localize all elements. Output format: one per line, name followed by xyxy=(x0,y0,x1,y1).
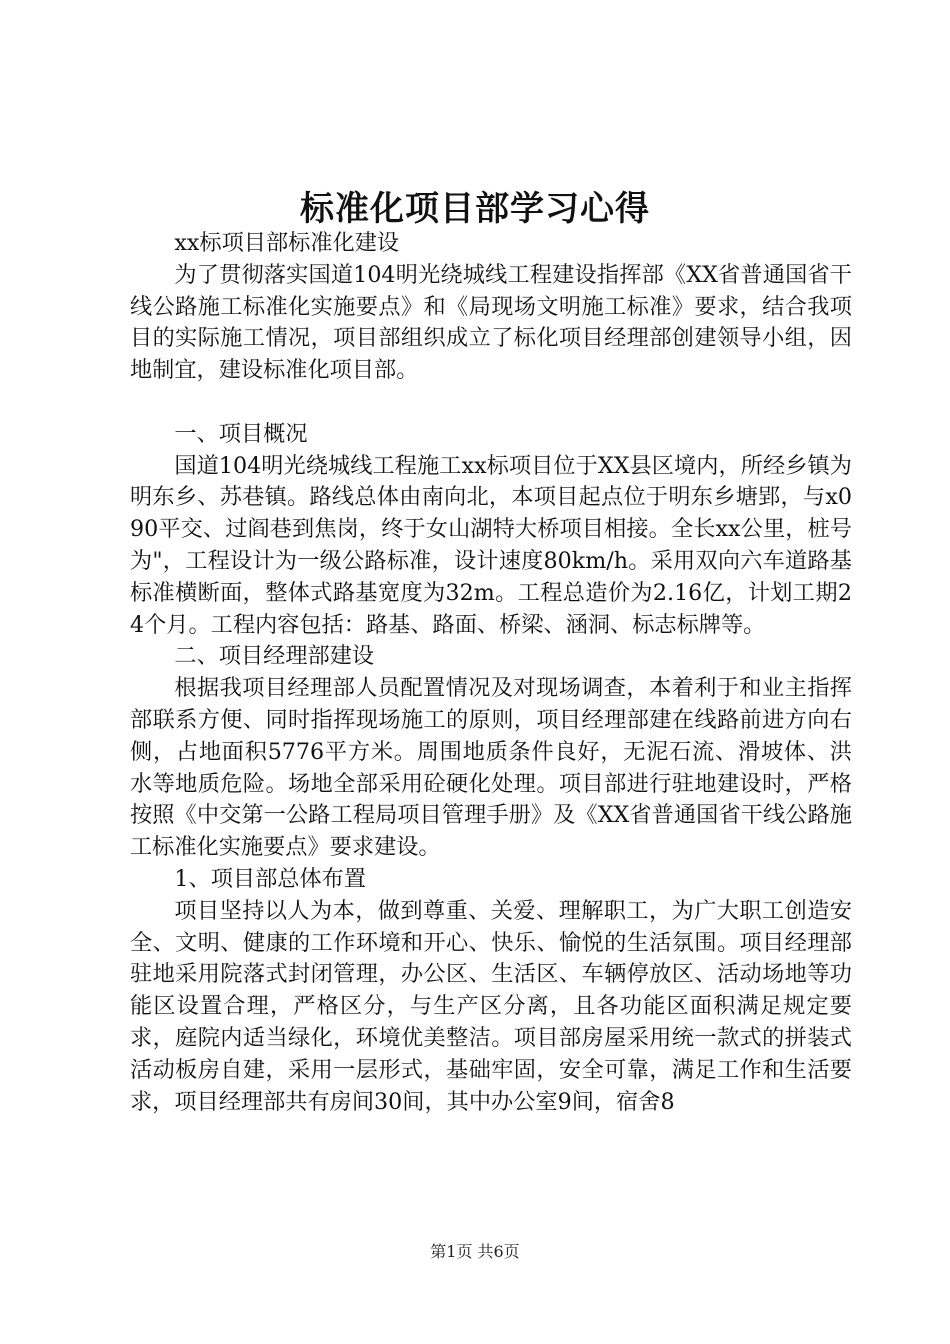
intro-paragraph: 为了贯彻落实国道104明光绕城线工程建设指挥部《XX省普通国省干线公路施工标准化实施要点》和《局现场文明施工标准》要求，结合我项目的实际施工情况，项目部组织成立了标化项目经理部创建领导小组，因地制宜，建设标准化项目部。 xyxy=(130,261,852,384)
construction-paragraph: 根据我项目经理部人员配置情况及对现场调查，本着利于和业主指挥部联系方便、同时指挥现场施工的原则，项目经理部建在线路前进方向右侧，占地面积5776平方米。周围地质条件良好，无泥石流、滑坡体、洪水等地质危险。场地全部采用砼硬化处理。项目部进行驻地建设时，严格按照《中交第一公路工程局项目管理手册》及《XX省普通国省干线公路施工标准化实施要点》要求建设。 xyxy=(130,675,852,861)
section-heading-overview: 一、项目概况 xyxy=(174,420,308,447)
paragraph-spacer xyxy=(130,387,852,419)
overview-paragraph: 国道104明光绕城线工程施工xx标项目位于XX县区境内，所经乡镇为明东乡、苏巷镇。路线总体由南向北，本项目起点位于明东乡塘郢，与x090平交、过阎巷到焦岗，终于女山湖特大桥项目相接。全长xx公里，桩号为"，工程设计为一级公路标准，设计速度80km/h。采用双向六车道路基标准横断面，整体式路基宽度为32m。工程总造价为2.16亿，计划工期24个月。工程内容包括：路基、路面、桥梁、涵洞、标志标牌等。 xyxy=(130,452,852,638)
layout-paragraph: 项目坚持以人为本，做到尊重、关爱、理解职工，为广大职工创造安全、文明、健康的工作环境和开心、快乐、愉悦的生活氛围。项目经理部驻地采用院落式封闭管理，办公区、生活区、车辆停放区、活动场地等功能区设置合理，严格区分，与生产区分离，且各功能区面积满足规定要求，庭院内适当绿化，环境优美整洁。项目部房屋采用统一款式的拼装式活动板房自建，采用一层形式，基础牢固，安全可靠，满足工作和生活要求，项目经理部共有房间30间，其中办公室9间，宿舍8 xyxy=(130,897,852,1115)
document-body xyxy=(130,228,852,1118)
subsection-heading-layout: 1、项目部总体布置 xyxy=(174,865,367,892)
section-heading-construction: 二、项目经理部建设 xyxy=(174,643,375,670)
subtitle-paragraph: xx标项目部标准化建设 xyxy=(174,230,400,256)
document-title: 标准化项目部学习心得 xyxy=(300,189,650,229)
page-number-footer: 第1页 共6页 xyxy=(430,1242,520,1261)
